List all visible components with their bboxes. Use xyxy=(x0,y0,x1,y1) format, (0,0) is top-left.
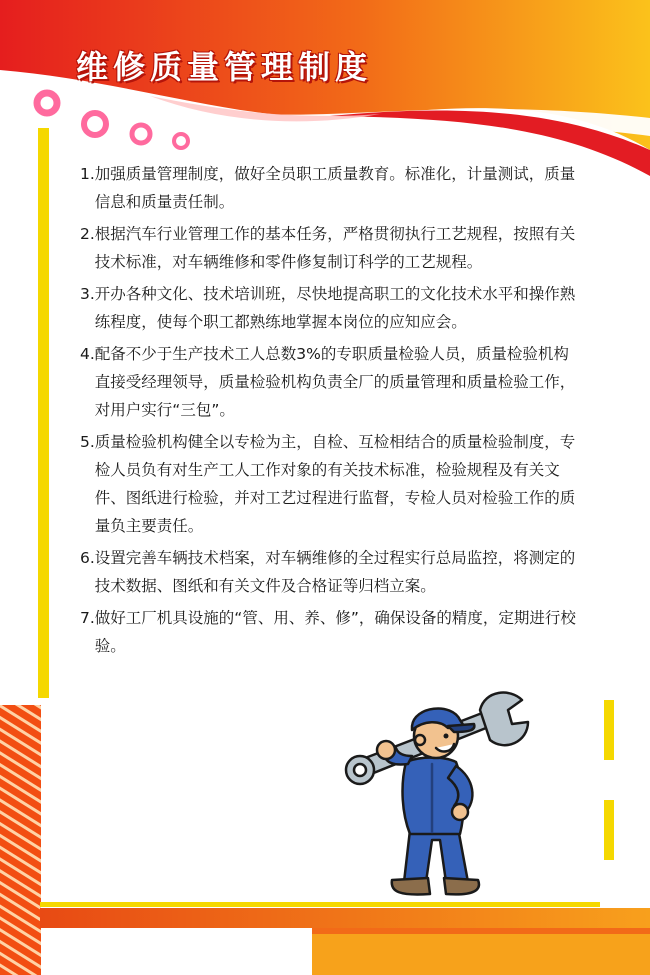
list-item xyxy=(80,544,584,600)
bottom-orange-stripe xyxy=(40,908,650,928)
item-text: 做好工厂机具设施的“管、用、养、修”，确保设备的精度，定期进行校验。 xyxy=(94,609,576,655)
right-yellow-bar xyxy=(604,700,614,860)
bottom-right-block xyxy=(312,928,650,975)
item-text: 根据汽车行业管理工作的基本任务，严格贯彻执行工艺规程，按照有关技术标准，对车辆维修和零件修复制订科学的工艺规程。 xyxy=(94,225,576,271)
item-number: 2. xyxy=(80,225,95,243)
left-yellow-bar xyxy=(38,128,49,698)
item-text: 质量检验机构健全以专检为主，自检、互检相结合的质量检验制度，专检人员负有对生产工人工作对象的有关技术标准，检验规程及有关文件、图纸进行检验，并对工艺过程进行监督，专检人员对检验工作的质量负主要责任。 xyxy=(94,433,576,535)
mechanic-with-wrench-illustration xyxy=(340,690,530,905)
item-text: 设置完善车辆技术档案，对车辆维修的全过程实行总局监控，将测定的技术数据、图纸和有关文件及合格证等归档立案。 xyxy=(94,549,576,595)
list-item xyxy=(80,220,584,276)
item-text: 开办各种文化、技术培训班，尽快地提高职工的文化技术水平和操作熟练程度，使每个职工都熟练地掌握本岗位的应知应会。 xyxy=(94,285,576,331)
item-text: 配备不少于生产技术工人总数3%的专职质量检验人员，质量检验机构直接受经理领导，质量检验机构负责全厂的质量管理和质量检验工作，对用户实行“三包”。 xyxy=(94,345,576,419)
item-number: 4. xyxy=(80,345,95,363)
list-item xyxy=(80,160,584,216)
list-item xyxy=(80,340,584,424)
item-number: 7. xyxy=(80,609,95,627)
bottom-left-stripes xyxy=(0,705,41,975)
list-item xyxy=(80,428,584,540)
item-number: 5. xyxy=(80,433,95,451)
item-number: 3. xyxy=(80,285,95,303)
item-number: 1. xyxy=(80,165,95,183)
item-text: 加强质量管理制度，做好全员职工质量教育。标准化，计量测试，质量信息和质量责任制。 xyxy=(94,165,576,211)
list-item xyxy=(80,280,584,336)
poster-title: 维修质量管理制度 xyxy=(76,48,373,86)
rules-list xyxy=(80,160,584,664)
list-item xyxy=(80,604,584,660)
item-number: 6. xyxy=(80,549,95,567)
